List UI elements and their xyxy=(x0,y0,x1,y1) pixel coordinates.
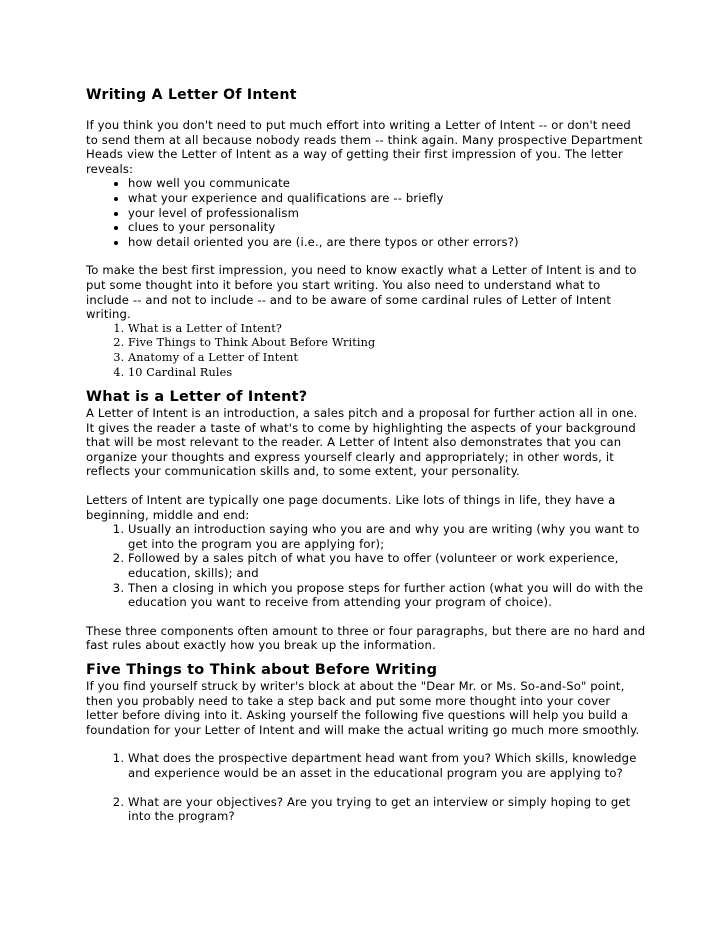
document-title: Writing A Letter Of Intent xyxy=(86,87,297,103)
overview-paragraph: To make the best first impression, you need to know exactly what a Letter of Intent is and to put some thought into it before you start writing. You also need to understand what to include -- and not to include -- and to be aware of some cardinal rules of Letter of Intent writing. xyxy=(86,263,637,322)
five-things-paragraph: If you find yourself struck by writer's block at about the "Dear Mr. or Ms. So-and-So" point, then you probably need to take a step back and put some more thought into your cover letter before diving into it. Asking yourself the following five questions will help you build a foundation for your Letter of Intent and will make the actual writing go much more smoothly. xyxy=(86,679,640,737)
toc-item: 1. What is a Letter of Intent? xyxy=(128,322,646,337)
toc-item: 2. Five Things to Think About Before Writing xyxy=(128,336,646,351)
what-paragraph-3: These three components often amount to three or four paragraphs, but there are no hard and fast rules about exactly how you break up the information. xyxy=(86,623,646,653)
reveals-list xyxy=(86,176,646,249)
list-item: • how detail oriented you are (i.e., are there typos or other errors?) xyxy=(128,235,646,250)
intro-paragraph: If you think you don't need to put much effort into writing a Letter of Intent -- or don't need to send them at all because nobody reads them -- think again. Many prospective Department Heads view the Letter of Intent as a way of getting their first impression of you. The letter reveals: xyxy=(86,118,643,176)
section-heading-what: What is a Letter of Intent? xyxy=(86,389,308,406)
list-item: • how well you communicate xyxy=(128,176,646,191)
questions-list xyxy=(86,751,646,823)
list-item: 3. Then a closing in which you propose steps for further action (what you will do with the education you want to receive from attending your program of choice). xyxy=(128,581,646,610)
list-item: 1. What does the prospective department head want from you? Which skills, knowledge and experience would be an asset in the educational program you are applying to? xyxy=(128,751,646,780)
what-paragraph-1: A Letter of Intent is an introduction, a sales pitch and a proposal for further action all in one. It gives the reader a taste of what's to come by highlighting the aspects of your background that will be most relevant to the reader. A Letter of Intent also demonstrates that you can organize your thoughts and express yourself clearly and appropriately; in other words, it reflects your communication skills and, to some extent, your personality. xyxy=(86,406,638,479)
list-item: • what your experience and qualifications are -- briefly xyxy=(128,191,646,206)
table-of-contents xyxy=(86,322,646,380)
toc-item: 3. Anatomy of a Letter of Intent xyxy=(128,351,646,366)
section-heading-five-things: Five Things to Think about Before Writing xyxy=(86,662,438,678)
what-paragraph-2: Letters of Intent are typically one page documents. Like lots of things in life, they have a beginning, middle and end: xyxy=(86,493,616,522)
list-item: • your level of professionalism xyxy=(128,206,646,221)
document-body xyxy=(86,86,646,824)
list-item: 2. What are your objectives? Are you trying to get an interview or simply hoping to get into the program? xyxy=(128,795,646,824)
toc-item: 4. 10 Cardinal Rules xyxy=(128,366,646,381)
list-item: 1. Usually an introduction saying who you are and why you are writing (why you want to get into the program you are applying for); xyxy=(128,522,646,551)
structure-steps-list xyxy=(86,522,646,610)
list-item: • clues to your personality xyxy=(128,220,646,235)
list-item: 2. Followed by a sales pitch of what you have to offer (volunteer or work experience, education, skills); and xyxy=(128,551,646,580)
